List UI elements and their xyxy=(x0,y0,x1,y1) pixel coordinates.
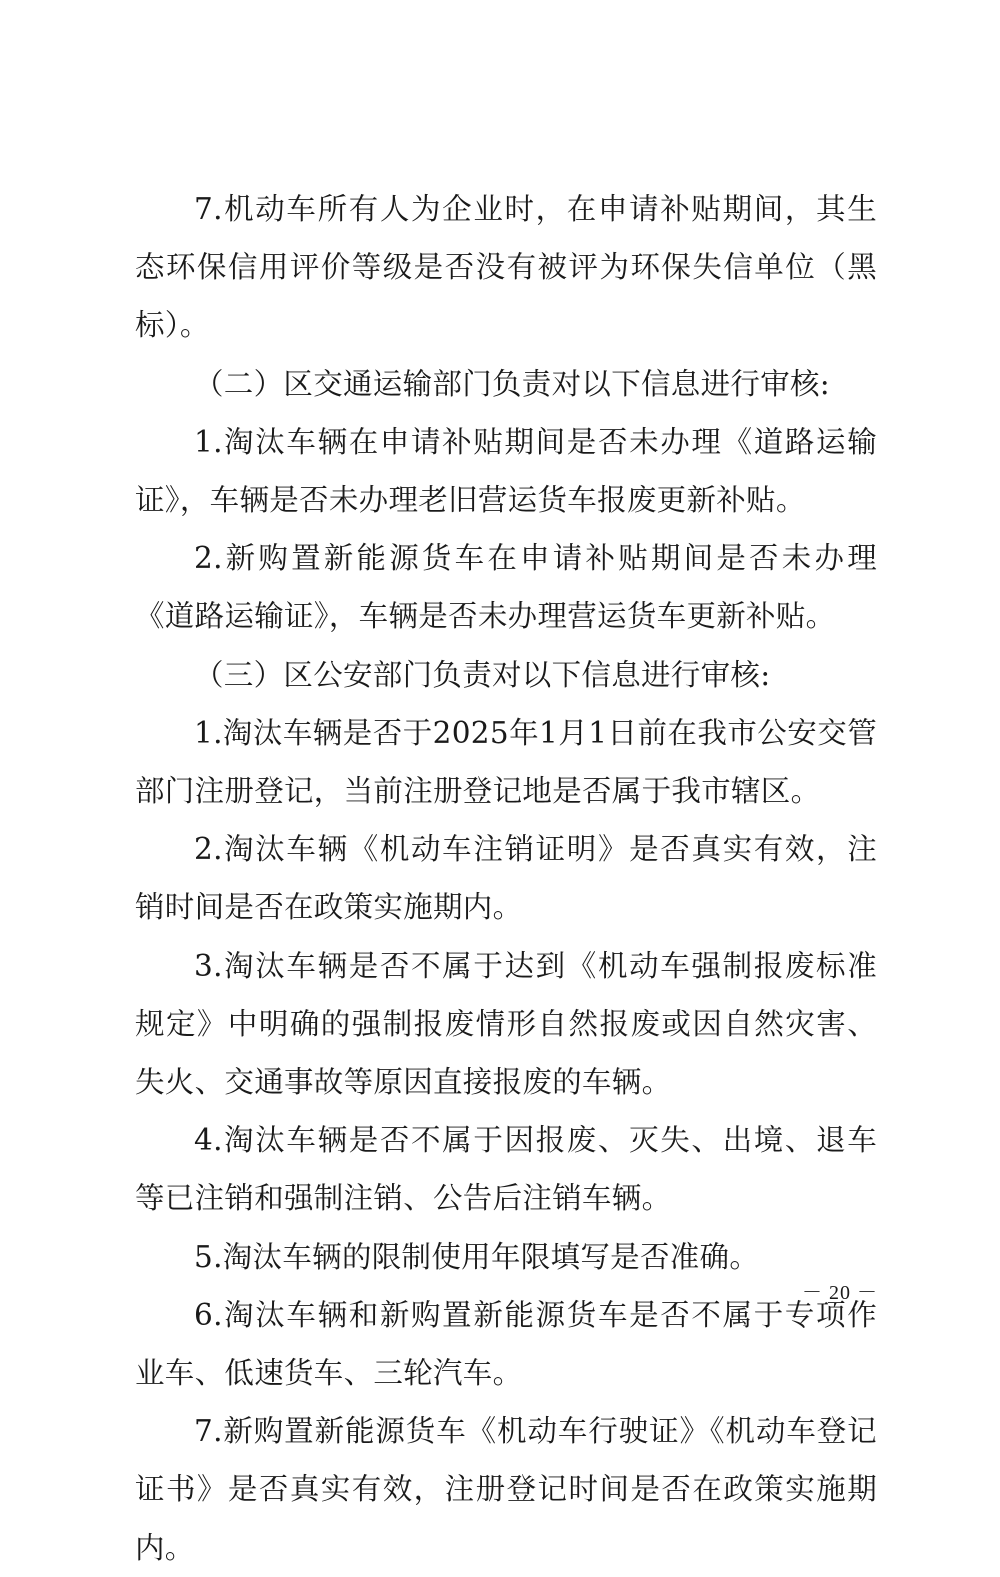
paragraph-security-item-7: 7.新购置新能源货车《机动车行驶证》《机动车登记证书》是否真实有效，注册登记时间是否在政策实施期内。 xyxy=(135,1414,877,1565)
section-heading-transport-department: （二）区交通运输部门负责对以下信息进行审核: xyxy=(194,366,831,401)
section-heading-public-security-department: （三）区公安部门负责对以下信息进行审核: xyxy=(194,657,771,692)
paragraph-enterprise-credit-check: 7.机动车所有人为企业时，在申请补贴期间，其生态环保信用评价等级是否没有被评为环保失信单位（黑标）。 xyxy=(135,192,877,343)
paragraph-transport-item-1: 1.淘汰车辆在申请补贴期间是否未办理《道路运输证》，车辆是否未办理老旧营运货车报废更新补贴。 xyxy=(135,424,877,518)
paragraph-security-item-6: 6.淘汰车辆和新购置新能源货车是否不属于专项作业车、低速货车、三轮汽车。 xyxy=(135,1297,877,1391)
paragraph-security-item-2: 2.淘汰车辆《机动车注销证明》是否真实有效，注销时间是否在政策实施期内。 xyxy=(135,832,877,925)
paragraph-security-item-4: 4.淘汰车辆是否不属于因报废、灭失、出境、退车等已注销和强制注销、公告后注销车辆。 xyxy=(135,1123,877,1216)
paragraph-security-item-5: 5.淘汰车辆的限制使用年限填写是否准确。 xyxy=(194,1239,760,1274)
paragraph-transport-item-2: 2.新购置新能源货车在申请补贴期间是否未办理《道路运输证》，车辆是否未办理营运货车更新补贴。 xyxy=(135,541,877,634)
paragraph-security-item-3: 3.淘汰车辆是否不属于达到《机动车强制报废标准规定》中明确的强制报废情形自然报废或因自然灾害、失火、交通事故等原因直接报废的车辆。 xyxy=(135,948,877,1100)
paragraph-security-item-1: 1.淘汰车辆是否于2025年1月1日前在我市公安交管部门注册登记，当前注册登记地是否属于我市辖区。 xyxy=(135,715,877,809)
document-body xyxy=(135,180,877,1577)
page-number: － 20 － xyxy=(802,1282,878,1304)
